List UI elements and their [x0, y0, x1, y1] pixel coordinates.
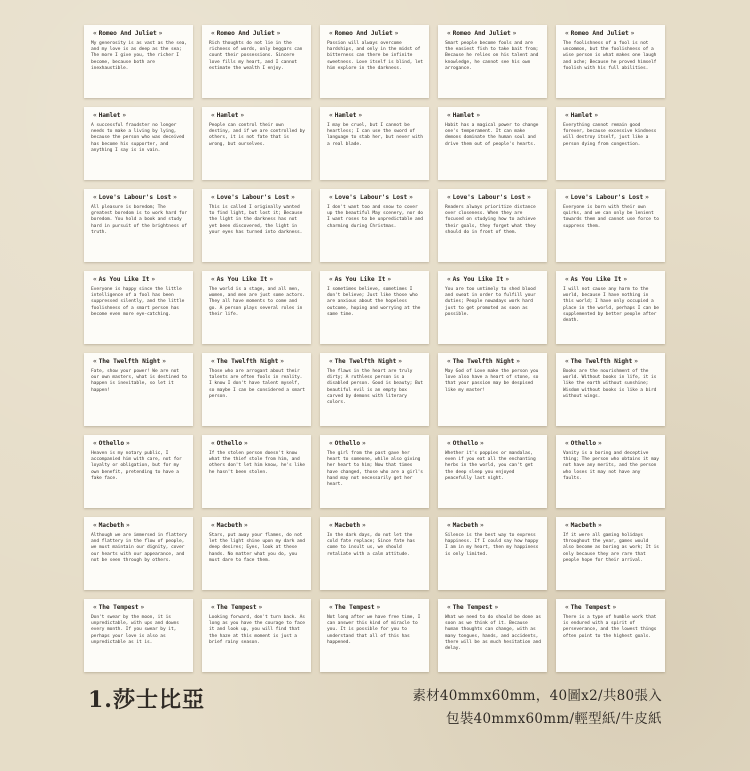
- open-quote-mark: «: [329, 276, 333, 283]
- card-title: [91, 358, 187, 365]
- quote-card: [202, 599, 311, 672]
- quote-text: Whether it's poppies or mandalas, even if you eat all the enchanting herbs in the world, you can't get the deep sleep you enjoyed peacefully last night.: [445, 451, 536, 481]
- quote-text: This is called I originally wanted to find light, but lost it; Because the light in the darkness has not yet been discovered, the light in your eyes has turned into darkness.: [209, 205, 303, 235]
- card-title: [445, 358, 541, 365]
- card-title: [209, 522, 305, 529]
- quote-card: [84, 599, 193, 672]
- spec-packaging: 包裝40mmx60mm/輕型紙/牛皮紙: [446, 711, 662, 727]
- close-quote-mark: »: [394, 30, 399, 37]
- quote-card: [320, 107, 429, 180]
- quote-card: [202, 25, 311, 98]
- close-quote-mark: »: [598, 522, 602, 529]
- play-name: Othello: [216, 440, 243, 447]
- spec-material: 素材40mmx60mm，40圖x2/共80張入: [412, 688, 662, 704]
- play-name: The Twelfth Night: [334, 358, 397, 365]
- quote-text: Vanity is a boring and deceptive thing; The person who obtains it may not have any merits, and the person who loses it may not have any faults.: [563, 451, 659, 481]
- quote-card: [202, 189, 311, 262]
- quote-text: Everyone is happy since the little intelligence of a fool has been suppressed silently, and the little foolishness of a smart person has become even more eye-catching.: [91, 287, 185, 317]
- open-quote-mark: «: [447, 358, 451, 365]
- play-name: Hamlet: [452, 112, 475, 119]
- open-quote-mark: «: [211, 440, 215, 447]
- quote-text: The foolishness of a fool is not uncommon, but the foolishness of a wise person is what makes one laugh and ache; Because he proved himself foolish with his full abilities.: [563, 41, 657, 71]
- close-quote-mark: »: [162, 358, 166, 365]
- quote-text: If the stolen person doesn't know what the thief stole from him, and others don't let him know, he's like he hasn't been stolen.: [209, 451, 305, 475]
- quote-text: Readers always prioritize distance over closeness. When they are focused on studying how to achieve their goals, they forget what they should do in front of them.: [445, 205, 536, 235]
- close-quote-mark: »: [398, 358, 402, 365]
- quote-text: Silence is the best way to express happiness. If I could say how happy I am in my heart, then my happiness is only limited.: [445, 533, 539, 557]
- play-name: Macbeth: [334, 522, 361, 529]
- quote-card: [84, 353, 193, 426]
- card-title: [563, 522, 659, 529]
- quote-text: In the dark days, do not let the cold fate replace; Since fate has come to insult us, we should retaliate with a calm attitude.: [327, 533, 415, 557]
- open-quote-mark: «: [211, 276, 215, 283]
- quote-text: Everything cannot remain good forever, because excessive kindness will destroy itself, just like a person dying from congestion.: [563, 123, 657, 147]
- play-name: The Tempest: [570, 604, 611, 611]
- quote-text: The girl from the past gave her heart to someone, while also giving her heart to him; Now that times have changed, those who are a girl's hand may not necessarily get her heart.: [327, 451, 423, 488]
- card-title: [91, 112, 187, 119]
- play-name: The Twelfth Night: [570, 358, 633, 365]
- sticker-grid: [84, 25, 674, 668]
- close-quote-mark: »: [594, 112, 599, 119]
- play-name: The Tempest: [334, 604, 375, 611]
- play-name: As You Like It: [98, 276, 150, 283]
- card-title: [209, 194, 305, 201]
- open-quote-mark: «: [565, 358, 569, 365]
- play-name: Love's Labour's Lost: [570, 194, 644, 201]
- quote-card: [84, 435, 193, 508]
- quote-card: [84, 189, 193, 262]
- play-name: As You Like It: [452, 276, 504, 283]
- open-quote-mark: «: [93, 30, 97, 37]
- close-quote-mark: »: [269, 276, 274, 283]
- quote-card: [556, 271, 665, 344]
- quote-text: Rich thoughts do not lie in the richness of words, only beggars can count their possessions. Sincere love fills my heart, and I cannot estimate the wealth I enjoy.: [209, 41, 303, 71]
- open-quote-mark: «: [211, 604, 215, 611]
- series-title: 1.莎士比亞: [88, 687, 205, 713]
- quote-text: All pleasure is boredom; The greatest boredom is to work hard for boredom. You hold a book and study hard in pursuit of the brightness of truth.: [91, 205, 187, 235]
- quote-card: [202, 435, 311, 508]
- quote-card: [320, 189, 429, 262]
- card-title: [91, 440, 187, 447]
- close-quote-mark: »: [158, 30, 163, 37]
- play-name: As You Like It: [570, 276, 622, 283]
- card-title: [445, 112, 541, 119]
- open-quote-mark: «: [329, 30, 333, 37]
- close-quote-mark: »: [244, 522, 248, 529]
- play-name: The Tempest: [452, 604, 493, 611]
- quote-text: Although we are immersed in flattery and flattery in the flow of people, we must maintain our dignity, cover our hearts with our appearance, and not be seen through by others.: [91, 533, 187, 563]
- card-title: [327, 112, 423, 119]
- card-title: [445, 276, 541, 283]
- close-quote-mark: »: [516, 358, 520, 365]
- quote-card: [438, 599, 547, 672]
- card-title: [563, 112, 659, 119]
- card-title: [91, 522, 187, 529]
- play-name: Love's Labour's Lost: [452, 194, 526, 201]
- close-quote-mark: »: [244, 440, 248, 447]
- quote-card: [438, 271, 547, 344]
- card-title: [563, 440, 659, 447]
- open-quote-mark: «: [447, 194, 451, 201]
- quote-card: [202, 353, 311, 426]
- play-name: Hamlet: [98, 112, 121, 119]
- close-quote-mark: »: [527, 194, 531, 201]
- quote-card: [320, 271, 429, 344]
- card-title: [209, 112, 305, 119]
- quote-text: People can control their own destiny, and if we are controlled by others, it is not fate that is wrong, but ourselves.: [209, 123, 305, 147]
- quote-text: The world is a stage, and all men, women, and men are just some actors. They all have moments to come and go. A person plays several roles in their life.: [209, 287, 305, 317]
- quote-text: The flaws in the heart are truly dirty; A ruthless person is a disabled person. Good is beauty; But beautiful evil is an empty box carved by demons with literary colors.: [327, 369, 423, 406]
- open-quote-mark: «: [329, 112, 333, 119]
- close-quote-mark: »: [480, 440, 484, 447]
- open-quote-mark: «: [565, 522, 569, 529]
- play-name: Macbeth: [570, 522, 597, 529]
- open-quote-mark: «: [565, 440, 569, 447]
- close-quote-mark: »: [645, 194, 649, 201]
- quote-card: [84, 107, 193, 180]
- quote-text: Fate, show your power! We are not our own masters, what is destined to happen is inevitable, so let it happen!: [91, 369, 187, 393]
- open-quote-mark: «: [565, 604, 569, 611]
- quote-text: A successful fraudster no longer needs to make a living by lying, because the person who was deceived has become his supporter, and anything I say is in vain.: [91, 123, 185, 153]
- quote-card: [438, 107, 547, 180]
- play-name: Macbeth: [98, 522, 125, 529]
- quote-text: Heaven is my notary public, I accompanied him with care, not for loyalty or obligation, but for my own benefit, pretending to have a fake face.: [91, 451, 182, 481]
- open-quote-mark: «: [211, 358, 215, 365]
- open-quote-mark: «: [447, 440, 451, 447]
- play-name: Hamlet: [216, 112, 239, 119]
- open-quote-mark: «: [211, 194, 215, 201]
- quote-card: [556, 189, 665, 262]
- quote-text: I may be cruel, but I cannot be heartless; I can use the sword of language to stab her, but never with a real blade.: [327, 123, 423, 147]
- quote-card: [556, 25, 665, 98]
- close-quote-mark: »: [122, 112, 127, 119]
- card-title: [327, 358, 423, 365]
- open-quote-mark: «: [211, 30, 215, 37]
- play-name: Hamlet: [334, 112, 357, 119]
- card-title: [91, 604, 187, 611]
- card-title: [445, 30, 541, 37]
- open-quote-mark: «: [329, 604, 333, 611]
- card-title: [563, 604, 659, 611]
- play-name: The Twelfth Night: [216, 358, 279, 365]
- close-quote-mark: »: [173, 194, 177, 201]
- card-title: [563, 358, 659, 365]
- play-name: Love's Labour's Lost: [98, 194, 172, 201]
- quote-card: [202, 107, 311, 180]
- card-title: [327, 276, 423, 283]
- play-name: Macbeth: [452, 522, 479, 529]
- open-quote-mark: «: [211, 522, 215, 529]
- close-quote-mark: »: [505, 276, 510, 283]
- open-quote-mark: «: [211, 112, 215, 119]
- quote-card: [320, 435, 429, 508]
- quote-card: [556, 599, 665, 672]
- card-title: [445, 440, 541, 447]
- quote-text: I don't want too and snow to cover up the beautiful May scenery, nor do I want roses to be unpredictable and charming during Christmas.: [327, 205, 423, 229]
- quote-card: [556, 435, 665, 508]
- play-name: As You Like It: [216, 276, 268, 283]
- card-title: [563, 30, 659, 37]
- quote-text: Everyone is born with their own quirks, and we can only be lenient towards them and cannot use force to suppress them.: [563, 205, 659, 229]
- open-quote-mark: «: [93, 112, 97, 119]
- card-title: [91, 194, 187, 201]
- card-title: [445, 194, 541, 201]
- close-quote-mark: »: [376, 604, 381, 611]
- quote-text: There is a type of humble work that is endured with a spirit of perseverance, and the lowest things often point to the highest goals.: [563, 615, 657, 639]
- open-quote-mark: «: [93, 440, 97, 447]
- quote-text: Those who are arrogant about their talents are often fools in reality. I know I don't have talent myself, so maybe I can be considered a smart person.: [209, 369, 305, 399]
- quote-card: [438, 353, 547, 426]
- quote-card: [556, 353, 665, 426]
- quote-card: [84, 271, 193, 344]
- open-quote-mark: «: [565, 112, 569, 119]
- quote-text: Stars, put away your flames, do not let the light shine upon my dark and deep desires; Eyes, look at these hands. No matter what you do, you must dare to face them.: [209, 533, 305, 563]
- quote-text: Smart people become fools and are the easiest fish to take bait from; Because he relies on his talent and knowledge, he cannot see his own arrogance.: [445, 41, 539, 71]
- close-quote-mark: »: [358, 112, 363, 119]
- play-name: Romeo And Juliet: [98, 30, 157, 37]
- quote-card: [438, 189, 547, 262]
- quote-text: May God of Love make the person you love also have a heart of stone, so that your passion may be despised like my master!: [445, 369, 539, 393]
- quote-text: I will not cause any harm to the world, because I have nothing in this world; I have only occupied a place in the world, perhaps I can be supplemented by better people after death.: [563, 287, 659, 324]
- quote-card: [438, 517, 547, 590]
- card-title: [209, 30, 305, 37]
- open-quote-mark: «: [447, 522, 451, 529]
- quote-text: Don't swear by the moon, it is unpredictable, with ups and downs every month. If you swear by it, perhaps your love is also as unpredictable as it is.: [91, 615, 179, 645]
- quote-text: My generosity is as vast as the sea, and my love is as deep as the sea; The more I give you, the richer I become, because both are inexhaustible.: [91, 41, 187, 71]
- close-quote-mark: »: [276, 30, 281, 37]
- close-quote-mark: »: [598, 440, 602, 447]
- quote-text: Looking forward, don't turn back. As long as you have the courage to face it and look up, you will find that the haze at this moment is just a brief rainy season.: [209, 615, 305, 645]
- quote-card: [320, 353, 429, 426]
- close-quote-mark: »: [409, 194, 413, 201]
- quote-card: [84, 25, 193, 98]
- card-title: [327, 194, 423, 201]
- card-title: [209, 440, 305, 447]
- play-name: Love's Labour's Lost: [216, 194, 290, 201]
- play-name: The Twelfth Night: [452, 358, 515, 365]
- open-quote-mark: «: [447, 604, 451, 611]
- close-quote-mark: »: [494, 604, 499, 611]
- close-quote-mark: »: [151, 276, 156, 283]
- card-title: [91, 30, 187, 37]
- play-name: Othello: [334, 440, 361, 447]
- quote-text: Habit has a magical power to change one's temperament. It can make demons dominate the human soul and drive them out of people's hearts.: [445, 123, 539, 147]
- close-quote-mark: »: [476, 112, 481, 119]
- open-quote-mark: «: [447, 112, 451, 119]
- card-title: [445, 522, 541, 529]
- card-title: [209, 358, 305, 365]
- open-quote-mark: «: [565, 30, 569, 37]
- close-quote-mark: »: [291, 194, 295, 201]
- quote-text: If it were all gaming holidays throughout the year, games would also become as boring as work; It is only because they are rare that people hope for their arrival.: [563, 533, 659, 563]
- play-name: Romeo And Juliet: [452, 30, 511, 37]
- play-name: The Tempest: [98, 604, 139, 611]
- card-title: [91, 276, 187, 283]
- quote-card: [556, 107, 665, 180]
- play-name: As You Like It: [334, 276, 386, 283]
- open-quote-mark: «: [565, 194, 569, 201]
- close-quote-mark: »: [612, 604, 617, 611]
- close-quote-mark: »: [362, 522, 366, 529]
- quote-text: What we need to do should be done as soon as we think of it. Because human thoughts can change, with as many tongues, hands, and accidents, there will be as much hesitation and delay.: [445, 615, 541, 652]
- quote-card: [202, 271, 311, 344]
- card-title: [209, 276, 305, 283]
- play-name: The Twelfth Night: [98, 358, 161, 365]
- play-name: Othello: [452, 440, 479, 447]
- close-quote-mark: »: [280, 358, 284, 365]
- close-quote-mark: »: [126, 522, 130, 529]
- play-name: Romeo And Juliet: [216, 30, 275, 37]
- quote-text: Books are the nourishment of the world. Without books in life, it is like the earth without sunshine; Wisdom without books is like a bird without wings.: [563, 369, 657, 399]
- open-quote-mark: «: [329, 522, 333, 529]
- open-quote-mark: «: [93, 194, 97, 201]
- open-quote-mark: «: [93, 522, 97, 529]
- open-quote-mark: «: [447, 276, 451, 283]
- quote-card: [202, 517, 311, 590]
- card-title: [445, 604, 541, 611]
- close-quote-mark: »: [140, 604, 145, 611]
- play-name: Romeo And Juliet: [570, 30, 629, 37]
- quote-text: Passion will always overcome hardships, and only in the midst of bitterness can there be infinite sweetness. Love itself is blind, let him explore in the darkness.: [327, 41, 423, 71]
- close-quote-mark: »: [126, 440, 130, 447]
- play-name: Hamlet: [570, 112, 593, 119]
- play-name: Othello: [98, 440, 125, 447]
- card-title: [209, 604, 305, 611]
- card-title: [327, 604, 423, 611]
- quote-text: You are too untimely to shed blood and sweat in order to fulfill your duties; People nowadays work hard just to get promoted as soon as possible.: [445, 287, 536, 317]
- quote-card: [438, 25, 547, 98]
- quote-card: [320, 517, 429, 590]
- card-title: [327, 440, 423, 447]
- quote-text: I sometimes believe, sometimes I don't believe; Just like those who are anxious about the hopeless outcome, hoping and worrying at the same time.: [327, 287, 421, 317]
- open-quote-mark: «: [329, 194, 333, 201]
- close-quote-mark: »: [362, 440, 366, 447]
- play-name: The Tempest: [216, 604, 257, 611]
- quote-text: Not long after we have free time, I can answer this kind of miracle to you. It is possible for you to understand that all of this has happened.: [327, 615, 421, 645]
- quote-card: [320, 25, 429, 98]
- quote-card: [84, 517, 193, 590]
- card-title: [327, 522, 423, 529]
- play-name: Macbeth: [216, 522, 243, 529]
- open-quote-mark: «: [93, 358, 97, 365]
- card-title: [563, 194, 659, 201]
- open-quote-mark: «: [447, 30, 451, 37]
- close-quote-mark: »: [480, 522, 484, 529]
- open-quote-mark: «: [93, 604, 97, 611]
- open-quote-mark: «: [565, 276, 569, 283]
- play-name: Romeo And Juliet: [334, 30, 393, 37]
- quote-card: [320, 599, 429, 672]
- open-quote-mark: «: [93, 276, 97, 283]
- quote-card: [438, 435, 547, 508]
- close-quote-mark: »: [387, 276, 392, 283]
- close-quote-mark: »: [634, 358, 638, 365]
- open-quote-mark: «: [329, 358, 333, 365]
- quote-card: [556, 517, 665, 590]
- open-quote-mark: «: [329, 440, 333, 447]
- close-quote-mark: »: [258, 604, 263, 611]
- card-title: [327, 30, 423, 37]
- close-quote-mark: »: [512, 30, 517, 37]
- close-quote-mark: »: [240, 112, 245, 119]
- play-name: Love's Labour's Lost: [334, 194, 408, 201]
- close-quote-mark: »: [623, 276, 628, 283]
- play-name: Othello: [570, 440, 597, 447]
- card-title: [563, 276, 659, 283]
- close-quote-mark: »: [630, 30, 635, 37]
